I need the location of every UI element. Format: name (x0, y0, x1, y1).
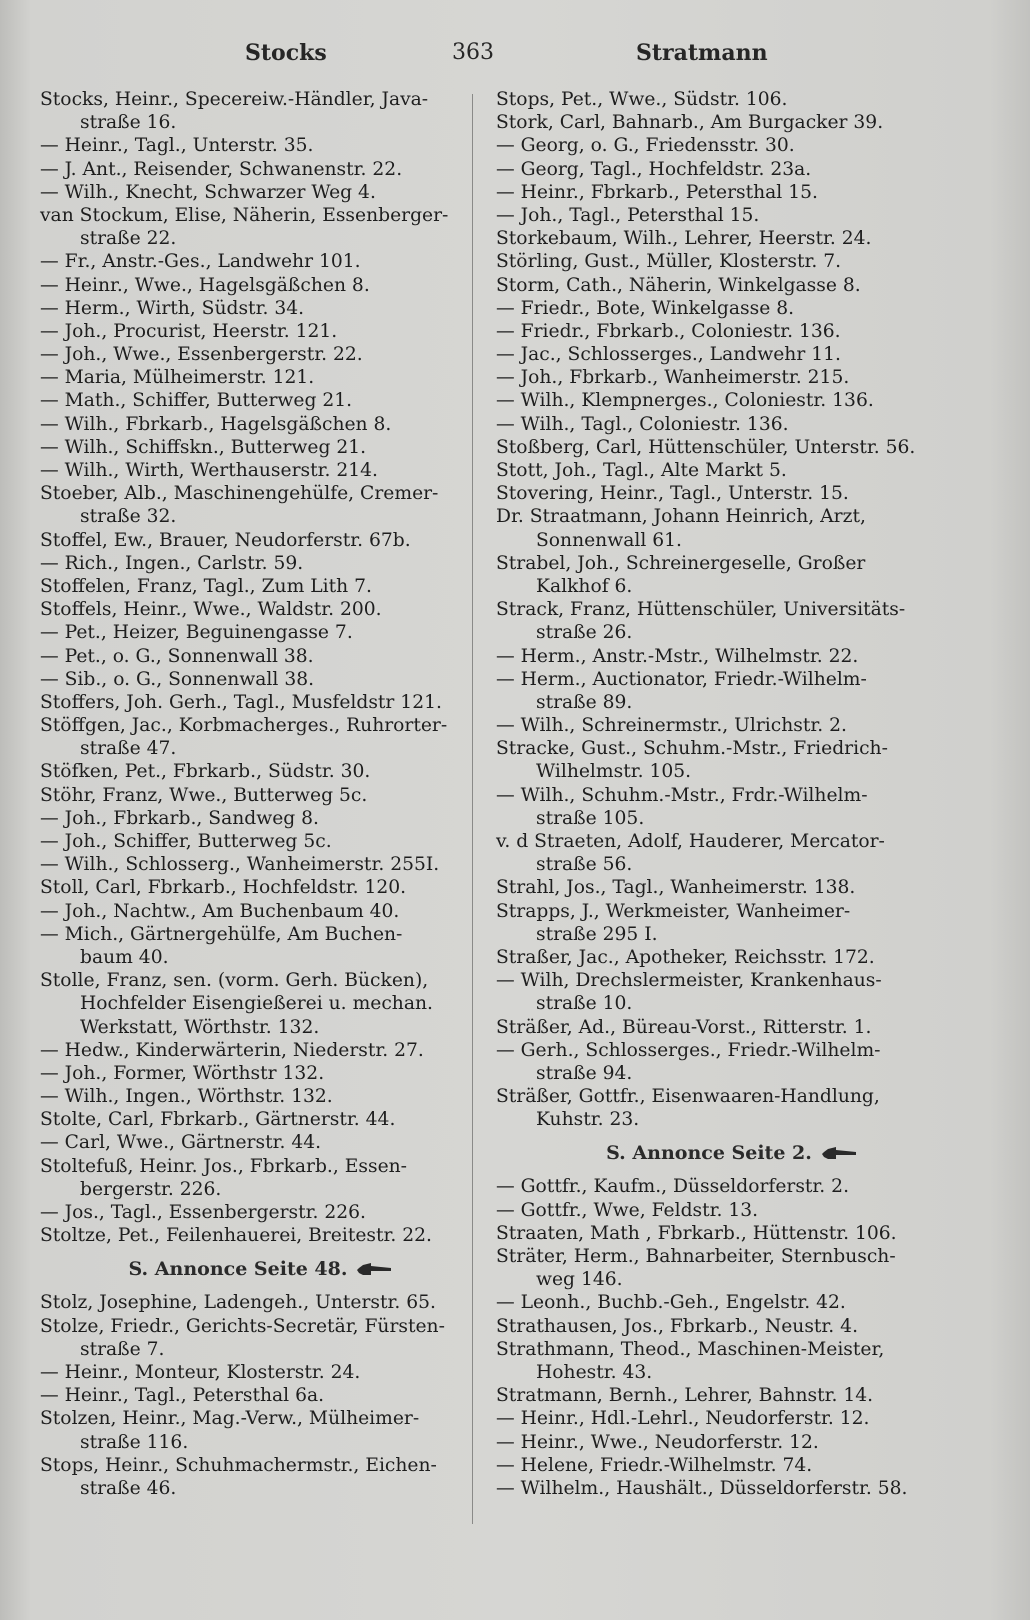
directory-entry: — Joh., Former, Wörthstr 132. (40, 1062, 325, 1084)
directory-entry: Sträßer, Gottfr., Eisenwaaren-Handlung, (496, 1086, 880, 1108)
pointing-hand-icon (357, 1262, 391, 1278)
entry-continuation: straße 10. (536, 993, 633, 1015)
directory-entry: — Maria, Mülheimerstr. 121. (40, 367, 315, 389)
header-left-keyword: Stocks (245, 40, 327, 66)
page-number: 363 (452, 40, 494, 65)
directory-entry: Stolle, Franz, sen. (vorm. Gerh. Bücken), (40, 970, 429, 992)
entry-continuation: Hohestr. 43. (536, 1361, 653, 1383)
entry-continuation: Kuhstr. 23. (536, 1109, 640, 1131)
directory-entry: — Wilh., Klempnerges., Coloniestr. 136. (496, 390, 874, 412)
directory-entry: — Wilh., Schlosserg., Wanheimerstr. 255I. (40, 854, 440, 876)
directory-entry: — Wilh., Schreinermstr., Ulrichstr. 2. (496, 715, 847, 737)
entry-continuation: straße 26. (536, 622, 633, 644)
entry-continuation: Kalkhof 6. (536, 575, 633, 597)
directory-entry: — Leonh., Buchb.-Geh., Engelstr. 42. (496, 1292, 846, 1314)
directory-entry: Stoffers, Joh. Gerh., Tagl., Musfeldstr 121. (40, 691, 442, 713)
directory-entry: — Heinr., Wwe., Neudorferstr. 12. (496, 1431, 819, 1453)
directory-entry: — Rich., Ingen., Carlstr. 59. (40, 552, 304, 574)
entry-continuation: baum 40. (80, 946, 169, 968)
entry-continuation: Werkstatt, Wörthstr. 132. (80, 1016, 320, 1038)
directory-entry: — Wilh, Drechslermeister, Krankenhaus- (496, 970, 882, 992)
directory-entry: Strabel, Joh., Schreinergeselle, Großer (496, 552, 866, 574)
directory-entry: Stolz, Josephine, Ladengeh., Unterstr. 65. (40, 1292, 436, 1314)
directory-entry: van Stockum, Elise, Näherin, Essenberger- (40, 204, 449, 226)
directory-entry: Stolte, Carl, Fbrkarb., Gärtnerstr. 44. (40, 1109, 396, 1131)
entry-continuation: Wilhelmstr. 105. (536, 761, 692, 783)
directory-entry: — Herm., Auctionator, Friedr.-Wilhelm- (496, 668, 867, 690)
directory-entry: Stops, Heinr., Schuhmachermstr., Eichen- (40, 1454, 437, 1476)
annonce-note (496, 1131, 966, 1175)
directory-entry: — Joh., Wwe., Essenbergerstr. 22. (40, 344, 363, 366)
directory-entry: — Heinr., Hdl.-Lehrl., Neudorferstr. 12. (496, 1408, 870, 1430)
directory-entry: Straßer, Jac., Apotheker, Reichsstr. 172. (496, 946, 875, 968)
directory-entry: — Math., Schiffer, Butterweg 21. (40, 390, 353, 412)
directory-entry: — Georg, o. G., Friedensstr. 30. (496, 135, 795, 157)
directory-entry: Stocks, Heinr., Specereiw.-Händler, Java- (40, 89, 429, 110)
directory-entry: Stoltefuß, Heinr. Jos., Fbrkarb., Essen- (40, 1155, 407, 1177)
entry-continuation: straße 22. (80, 228, 177, 250)
directory-entry: — Heinr., Tagl., Petersthal 6a. (40, 1385, 325, 1407)
column-divider (472, 94, 473, 1524)
page-header (0, 40, 1030, 76)
directory-entry: Strathmann, Theod., Maschinen-Meister, (496, 1338, 885, 1360)
directory-entry: Stoll, Carl, Fbrkarb., Hochfeldstr. 120. (40, 877, 407, 899)
directory-entry: — Joh., Fbrkarb., Wanheimerstr. 215. (496, 367, 850, 389)
directory-entry: Dr. Straatmann, Johann Heinrich, Arzt, (496, 506, 866, 528)
directory-entry: — Georg, Tagl., Hochfeldstr. 23a. (496, 158, 812, 180)
entry-continuation: straße 16. (80, 112, 177, 134)
entry-continuation: straße 105. (536, 807, 645, 829)
left-column (40, 88, 480, 1500)
directory-entry: Stracke, Gust., Schuhm.-Mstr., Friedrich- (496, 738, 888, 760)
directory-entry: — Helene, Friedr.-Wilhelmstr. 74. (496, 1454, 813, 1476)
entry-continuation: straße 56. (536, 854, 633, 876)
directory-entry: Störling, Gust., Müller, Klosterstr. 7. (496, 251, 842, 273)
entry-continuation: straße 116. (80, 1431, 189, 1453)
directory-entry: Stoffel, Ew., Brauer, Neudorferstr. 67b. (40, 529, 411, 551)
directory-entry: — Joh., Fbrkarb., Sandweg 8. (40, 807, 319, 829)
directory-entry: — Gottfr., Kaufm., Düsseldorferstr. 2. (496, 1176, 850, 1198)
directory-entry: — Carl, Wwe., Gärtnerstr. 44. (40, 1132, 322, 1154)
directory-entry: Stoeber, Alb., Maschinengehülfe, Cremer- (40, 483, 439, 505)
directory-entry: — Joh., Schiffer, Butterweg 5c. (40, 831, 332, 852)
directory-entry: — Gerh., Schlosserges., Friedr.-Wilhelm- (496, 1039, 881, 1061)
directory-entry: Straaten, Math , Fbrkarb., Hüttenstr. 106. (496, 1222, 897, 1244)
directory-entry: — Heinr., Wwe., Hagelsgäßchen 8. (40, 274, 370, 296)
entry-continuation: Hochfelder Eisengießerei u. mechan. (80, 993, 433, 1015)
directory-entry: — Sib., o. G., Sonnenwall 38. (40, 668, 315, 690)
directory-entry: — Joh., Nachtw., Am Buchenbaum 40. (40, 900, 400, 922)
directory-entry: Sträter, Herm., Bahnarbeiter, Sternbusch- (496, 1246, 896, 1267)
directory-entry: — Heinr., Fbrkarb., Petersthal 15. (496, 181, 818, 203)
directory-entry: Stott, Joh., Tagl., Alte Markt 5. (496, 460, 787, 481)
directory-entry: Stoffelen, Franz, Tagl., Zum Lith 7. (40, 575, 372, 597)
directory-entry: — Wilhelm., Haushält., Düsseldorferstr. 58. (496, 1477, 908, 1499)
directory-entry: — Wilh., Knecht, Schwarzer Weg 4. (40, 181, 376, 203)
pointing-hand-icon (822, 1146, 856, 1162)
directory-entry: — Wilh., Schiffskn., Butterweg 21. (40, 436, 367, 458)
directory-entry: — Joh., Procurist, Heerstr. 121. (40, 320, 338, 342)
annonce-text: S. Annonce Seite 2. (606, 1142, 812, 1165)
directory-entry: — Mich., Gärtnergehülfe, Am Buchen- (40, 923, 403, 945)
entry-continuation: straße 46. (80, 1477, 177, 1499)
directory-entry: — Fr., Anstr.-Ges., Landwehr 101. (40, 251, 361, 273)
directory-entry: — Herm., Wirth, Südstr. 34. (40, 297, 305, 319)
directory-entry: Strathausen, Jos., Fbrkarb., Neustr. 4. (496, 1315, 859, 1337)
entry-continuation: straße 94. (536, 1062, 633, 1084)
directory-entry: — Friedr., Bote, Winkelgasse 8. (496, 297, 795, 319)
directory-entry: — Herm., Anstr.-Mstr., Wilhelmstr. 22. (496, 645, 859, 667)
directory-entry: — Friedr., Fbrkarb., Coloniestr. 136. (496, 320, 841, 342)
directory-entry: — Heinr., Monteur, Klosterstr. 24. (40, 1361, 361, 1383)
directory-entry: — Jos., Tagl., Essenbergerstr. 226. (40, 1202, 366, 1223)
directory-entry: Sträßer, Ad., Büreau-Vorst., Ritterstr. 1. (496, 1016, 872, 1038)
directory-entry: Stops, Pet., Wwe., Südstr. 106. (496, 89, 788, 110)
directory-entry: Stöhr, Franz, Wwe., Butterweg 5c. (40, 784, 368, 806)
entry-continuation: weg 146. (536, 1269, 623, 1291)
directory-entry: Stovering, Heinr., Tagl., Unterstr. 15. (496, 483, 849, 505)
entry-continuation: straße 32. (80, 506, 177, 528)
directory-entry: — Wilh., Wirth, Werthauserstr. 214. (40, 460, 378, 481)
directory-entry: Strapps, J., Werkmeister, Wanheimer- (496, 900, 851, 922)
directory-entry: — Wilh., Tagl., Coloniestr. 136. (496, 413, 789, 435)
directory-entry: — Pet., Heizer, Beguinengasse 7. (40, 622, 353, 644)
directory-entry: — Wilh., Ingen., Wörthstr. 132. (40, 1086, 333, 1108)
directory-entry: Stoffels, Heinr., Wwe., Waldstr. 200. (40, 599, 382, 621)
directory-entry: Stöffgen, Jac., Korbmacherges., Ruhrorter- (40, 715, 448, 737)
right-column (496, 88, 966, 1500)
directory-entry: — Wilh., Fbrkarb., Hagelsgäßchen 8. (40, 413, 392, 435)
directory-entry: Strack, Franz, Hüttenschüler, Universitäts- (496, 599, 906, 621)
directory-entry: Stolze, Friedr., Gerichts-Secretär, Fürsten- (40, 1315, 445, 1337)
annonce-text: S. Annonce Seite 48. (128, 1258, 348, 1281)
header-right-keyword: Stratmann (636, 40, 768, 66)
directory-entry: — Wilh., Schuhm.-Mstr., Frdr.-Wilhelm- (496, 784, 868, 806)
directory-entry: Stöfken, Pet., Fbrkarb., Südstr. 30. (40, 761, 371, 783)
annonce-note (40, 1247, 480, 1291)
directory-entry: — J. Ant., Reisender, Schwanenstr. 22. (40, 158, 403, 180)
directory-entry: Storm, Cath., Näherin, Winkelgasse 8. (496, 274, 861, 296)
directory-entry: — Joh., Tagl., Petersthal 15. (496, 204, 760, 226)
entry-continuation: straße 47. (80, 738, 177, 760)
entry-continuation: straße 89. (536, 691, 633, 713)
directory-entry: — Pet., o. G., Sonnenwall 38. (40, 645, 314, 667)
directory-entry: — Hedw., Kinderwärterin, Niederstr. 27. (40, 1039, 424, 1061)
entry-continuation: straße 7. (80, 1338, 165, 1360)
entry-continuation: bergerstr. 226. (80, 1178, 222, 1200)
directory-entry: Stoßberg, Carl, Hüttenschüler, Unterstr. 56. (496, 436, 916, 458)
directory-entry: Stoltze, Pet., Feilenhauerei, Breitestr. 22. (40, 1225, 432, 1247)
directory-entry: — Jac., Schlosserges., Landwehr 11. (496, 344, 841, 366)
directory-entry: v. d Straeten, Adolf, Hauderer, Mercator- (496, 831, 885, 852)
directory-entry: Storkebaum, Wilh., Lehrer, Heerstr. 24. (496, 228, 872, 250)
directory-entry: — Gottfr., Wwe, Feldstr. 13. (496, 1199, 759, 1221)
directory-entry: — Heinr., Tagl., Unterstr. 35. (40, 135, 314, 157)
directory-entry: Stork, Carl, Bahnarb., Am Burgacker 39. (496, 112, 884, 134)
directory-entry: Stolzen, Heinr., Mag.-Verw., Mülheimer- (40, 1408, 420, 1430)
entry-continuation: Sonnenwall 61. (536, 529, 682, 551)
entry-continuation: straße 295 I. (536, 923, 658, 945)
directory-entry: Strahl, Jos., Tagl., Wanheimerstr. 138. (496, 877, 856, 899)
directory-entry: Stratmann, Bernh., Lehrer, Bahnstr. 14. (496, 1385, 874, 1407)
